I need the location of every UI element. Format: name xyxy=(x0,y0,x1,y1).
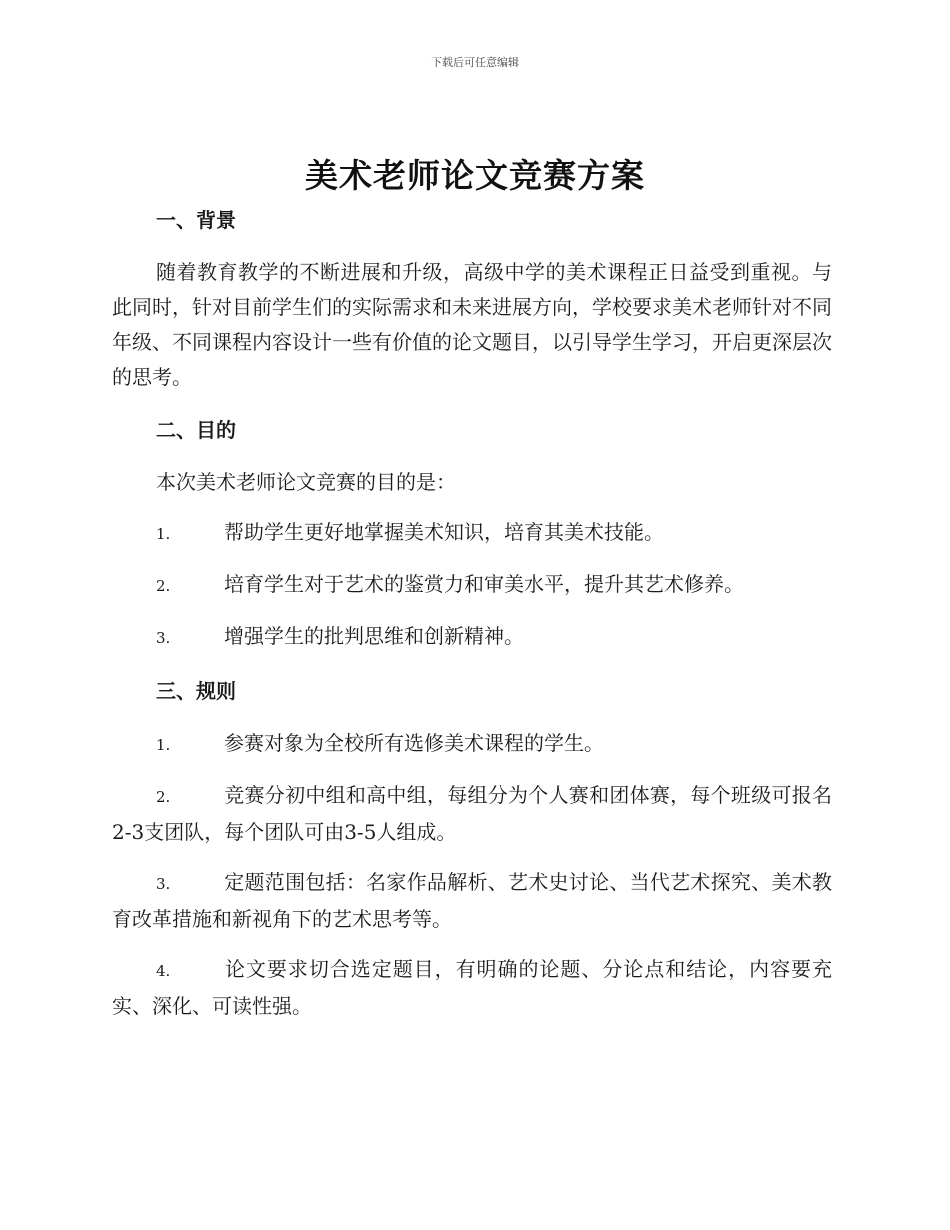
rules-list-item xyxy=(112,726,832,763)
document-title: 美术老师论文竞赛方案 xyxy=(305,156,645,195)
rules-list-item xyxy=(112,952,832,1024)
rules-list-item xyxy=(112,778,832,850)
list-number: 3. xyxy=(156,629,171,647)
purpose-list-item xyxy=(112,515,832,552)
rules-list-item xyxy=(112,865,832,937)
background-paragraph: 随着教育教学的不断进展和升级，高级中学的美术课程正日益受到重视。与此同时，针对目前学生们的实际需求和未来进展方向，学校要求美术老师针对不同年级、不同课程内容设计一些有价值的论文题目，以引导学生学习，开启更深层次的思考。 xyxy=(112,260,832,389)
list-text: 竞赛分初中组和高中组，每组分为个人赛和团体赛，每个班级可报名2-3支团队，每个团队可由3-5人组成。 xyxy=(112,783,832,844)
document-body xyxy=(112,200,832,1039)
list-number: 4. xyxy=(156,962,171,980)
purpose-list-item xyxy=(112,567,832,604)
list-number: 1. xyxy=(156,736,171,754)
list-text: 论文要求切合选定题目，有明确的论题、分论点和结论，内容要充实、深化、可读性强。 xyxy=(112,957,832,1018)
section-heading-purpose: 二、目的 xyxy=(156,418,236,442)
purpose-intro: 本次美术老师论文竞赛的目的是： xyxy=(156,470,456,494)
list-text: 增强学生的批判思维和创新精神。 xyxy=(224,624,524,648)
list-number: 1. xyxy=(156,525,171,543)
section-heading-background: 一、背景 xyxy=(156,208,236,232)
purpose-list-item xyxy=(112,619,832,656)
list-text: 定题范围包括：名家作品解析、艺术史讨论、当代艺术探究、美术教育改革措施和新视角下的艺术思考等。 xyxy=(112,870,832,931)
list-text: 参赛对象为全校所有选修美术课程的学生。 xyxy=(224,731,604,755)
section-heading-rules: 三、规则 xyxy=(156,679,236,703)
list-number: 2. xyxy=(156,577,171,595)
list-text: 帮助学生更好地掌握美术知识，培育其美术技能。 xyxy=(224,520,664,544)
list-number: 3. xyxy=(156,875,171,893)
page-header: 下载后可任意编辑 xyxy=(431,56,519,69)
list-text: 培育学生对于艺术的鉴赏力和审美水平，提升其艺术修养。 xyxy=(224,572,744,596)
list-number: 2. xyxy=(156,788,171,806)
